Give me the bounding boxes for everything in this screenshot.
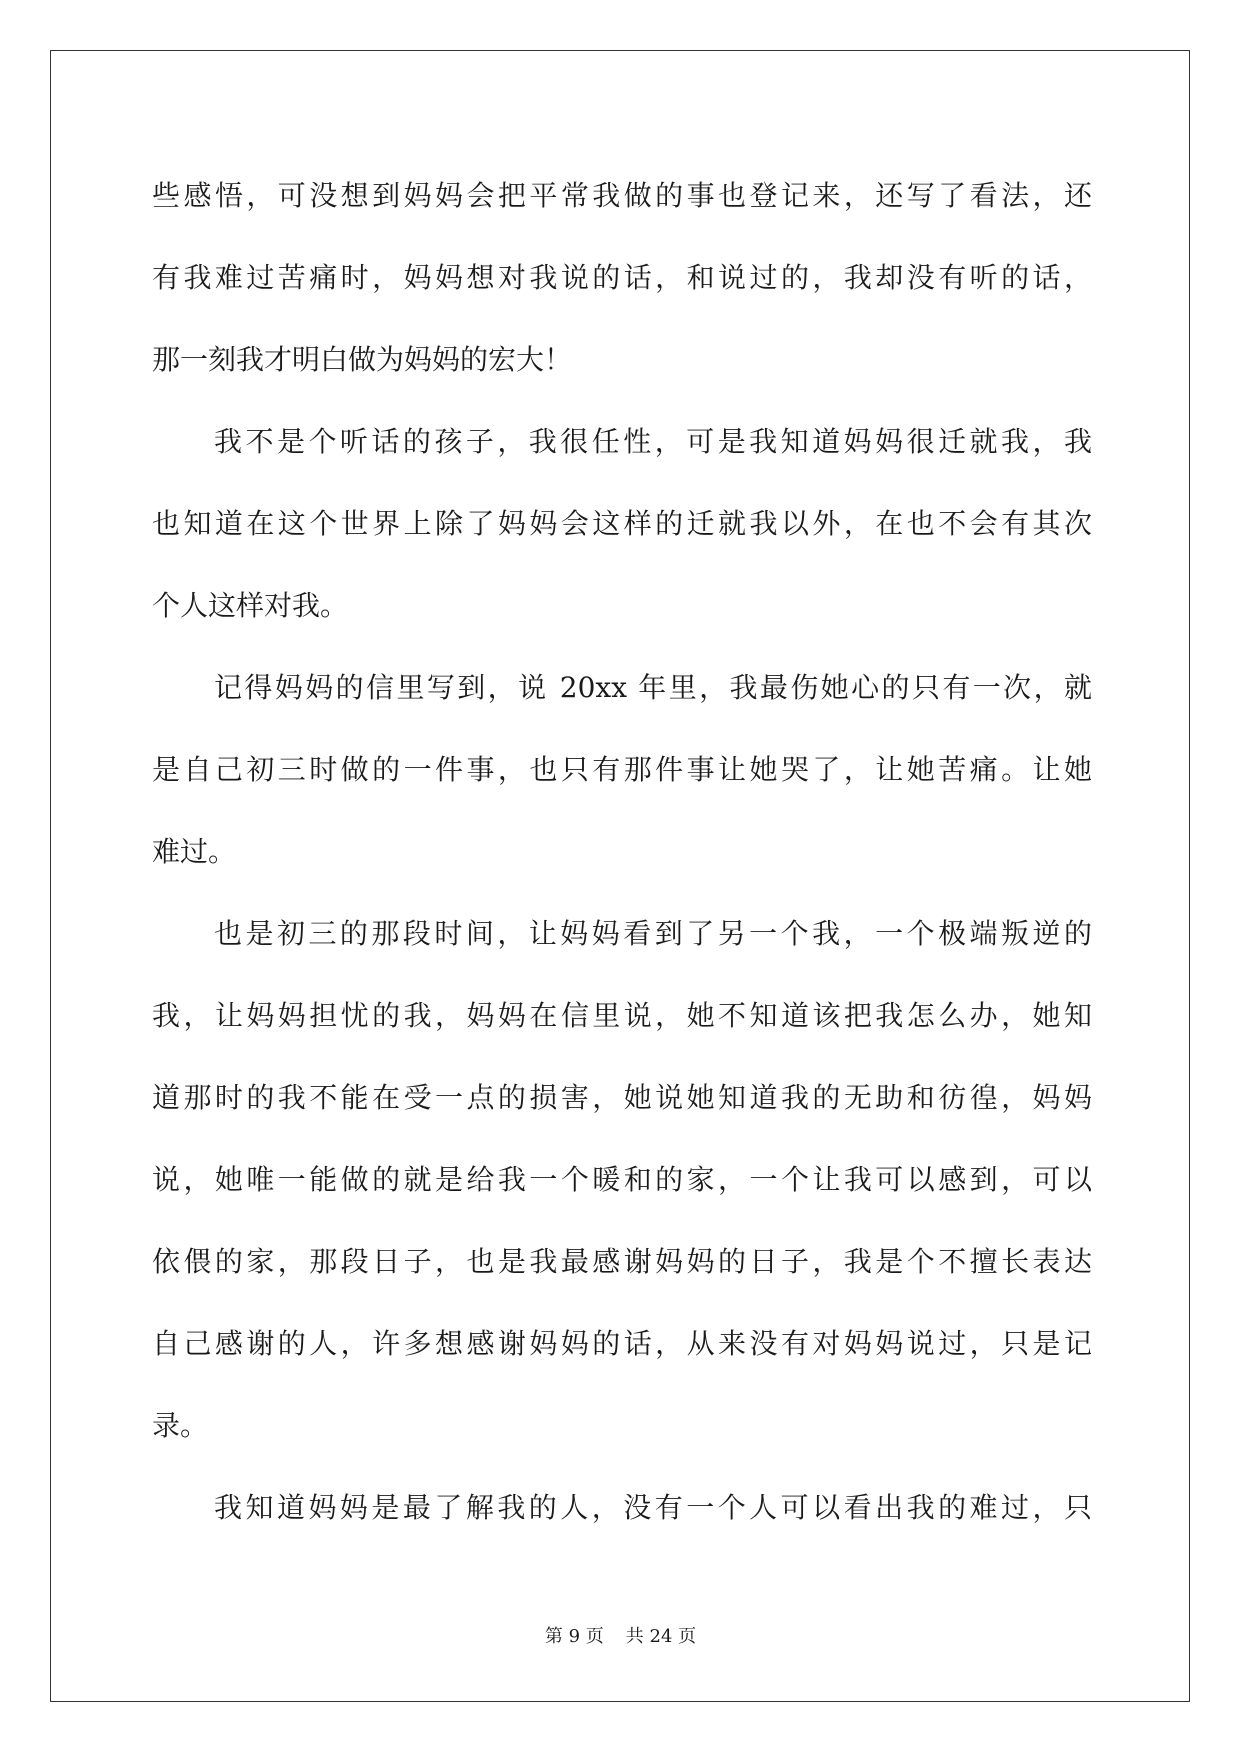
text-line: 依偎的家，那段日子，也是我最感谢妈妈的日子，我是个不擅长表达: [152, 1245, 1092, 1278]
text-line: 我知道妈妈是最了解我的人，没有一个人可以看出我的难过，只: [214, 1491, 1092, 1524]
page-footer: [0, 1622, 1241, 1648]
text-line: 难过。: [152, 835, 237, 868]
text-line: 也知道在这个世界上除了妈妈会这样的迁就我以外，在也不会有其次: [152, 507, 1092, 540]
text-line: 个人这样对我。: [152, 589, 349, 622]
text-line: 些感悟，可没想到妈妈会把平常我做的事也登记来，还写了看法，还: [152, 179, 1092, 212]
page-total: 共 24 页: [625, 1626, 697, 1647]
text-line: 说，她唯一能做的就是给我一个暖和的家，一个让我可以感到，可以: [152, 1163, 1092, 1196]
text-line: 那一刻我才明白做为妈妈的宏大！: [152, 343, 573, 376]
text-line: 也是初三的那段时间，让妈妈看到了另一个我，一个极端叛逆的: [214, 917, 1092, 950]
text-line: 道那时的我不能在受一点的损害，她说她知道我的无助和彷徨，妈妈: [152, 1081, 1092, 1114]
text-line: 有我难过苦痛时，妈妈想对我说的话，和说过的，我却没有听的话，: [152, 261, 1092, 294]
text-line: 录。: [152, 1409, 209, 1442]
document-body: [152, 155, 1092, 1549]
text-line: 记得妈妈的信里写到，说 20xx 年里，我最伤她心的只有一次，就: [214, 671, 1092, 704]
page-number: 第 9 页: [544, 1626, 604, 1647]
text-line: 是自己初三时做的一件事，也只有那件事让她哭了，让她苦痛。让她: [152, 753, 1092, 786]
text-line: 我，让妈妈担忧的我，妈妈在信里说，她不知道该把我怎么办，她知: [152, 999, 1092, 1032]
text-line: 自己感谢的人，许多想感谢妈妈的话，从来没有对妈妈说过，只是记: [152, 1327, 1092, 1360]
text-line: 我不是个听话的孩子，我很任性，可是我知道妈妈很迁就我，我: [214, 425, 1092, 458]
